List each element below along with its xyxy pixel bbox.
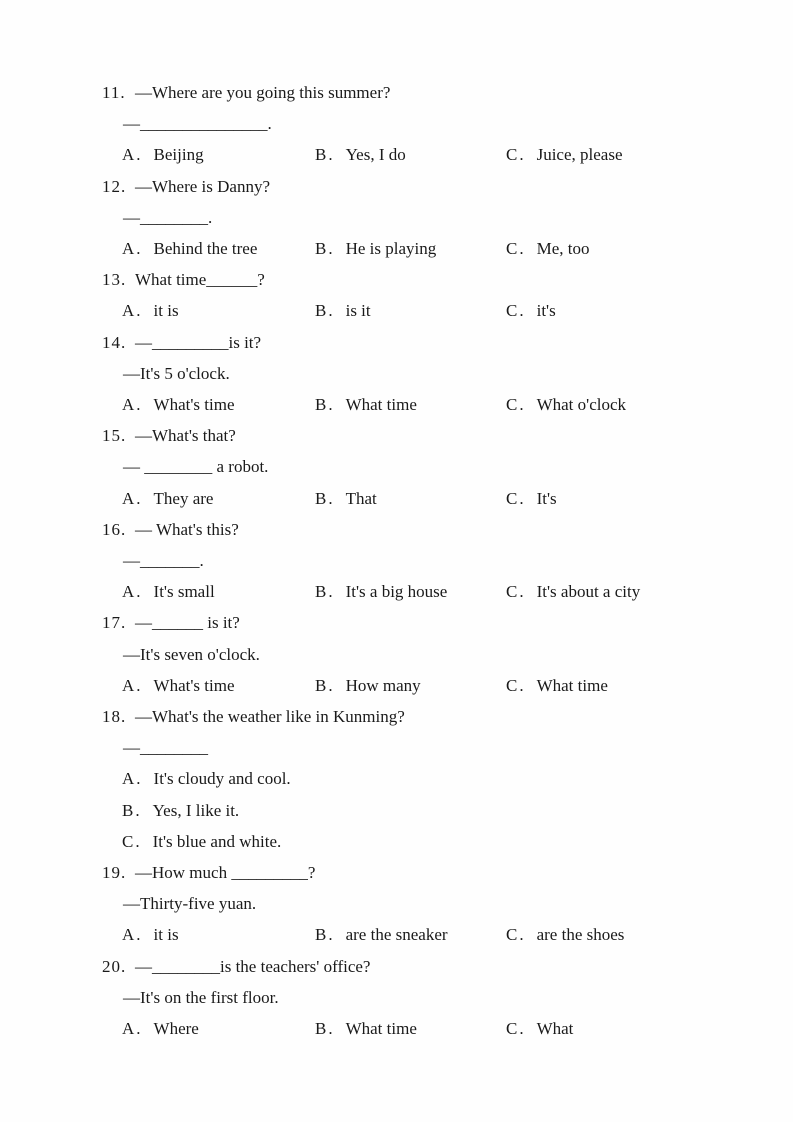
question-number: 11. [102, 83, 126, 102]
question-prompt: —What's the weather like in Kunming? [135, 707, 405, 727]
option-a [122, 1013, 315, 1044]
option-letter: A. [122, 488, 143, 508]
option-a [122, 389, 315, 420]
option-letter: C. [506, 488, 526, 508]
option-text: Beijing [153, 145, 204, 165]
option-b [315, 295, 506, 326]
option-a [122, 139, 315, 170]
options-stacked [102, 763, 737, 857]
option-text: It's small [153, 582, 215, 602]
option-text: are the sneaker [345, 925, 448, 945]
option-b [315, 1013, 506, 1044]
question-number: 13. [102, 270, 127, 290]
options-row [102, 389, 737, 420]
option-letter: C. [506, 1019, 526, 1039]
question-17 [102, 607, 737, 701]
option-letter: B. [315, 488, 335, 508]
option-b [315, 483, 506, 514]
option-c [102, 826, 737, 857]
option-b [315, 919, 506, 950]
option-text: Yes, I like it. [152, 800, 240, 820]
option-c [506, 233, 737, 264]
question-reply: —_______________. [123, 114, 272, 134]
option-text: What time [536, 675, 608, 695]
question-14 [102, 327, 737, 421]
question-reply: —________ [123, 738, 208, 758]
option-c [506, 389, 737, 420]
option-text: What o'clock [536, 395, 627, 415]
options-row [102, 670, 737, 701]
option-c [506, 295, 737, 326]
option-text: It's a big house [345, 582, 448, 602]
option-letter: B. [315, 925, 335, 945]
option-a [102, 763, 737, 794]
question-prompt-line [102, 607, 737, 638]
question-number: 16. [102, 519, 127, 539]
option-letter: C. [506, 301, 526, 321]
option-b [102, 795, 737, 826]
option-text: it's [536, 301, 556, 321]
question-prompt-line [102, 77, 737, 108]
option-text: What [536, 1019, 574, 1039]
option-c [506, 919, 737, 950]
question-prompt: —What's that? [135, 426, 236, 446]
option-b [315, 389, 506, 420]
option-text: It's [536, 488, 557, 508]
question-number: 12. [102, 176, 127, 196]
options-row [102, 139, 737, 170]
option-b [315, 139, 506, 170]
question-reply: —________. [123, 207, 213, 227]
option-a [122, 233, 315, 264]
option-letter: B. [315, 301, 335, 321]
question-reply: —It's seven o'clock. [123, 644, 260, 664]
question-reply: —It's 5 o'clock. [123, 363, 230, 383]
question-13 [102, 264, 737, 326]
option-letter: C. [506, 925, 526, 945]
option-letter: B. [122, 800, 142, 820]
option-b [315, 233, 506, 264]
question-prompt: —______ is it? [135, 613, 240, 633]
option-letter: A. [122, 582, 143, 602]
question-prompt-line [102, 171, 737, 202]
option-letter: B. [315, 395, 335, 415]
options-row [102, 576, 737, 607]
option-text: He is playing [345, 239, 437, 259]
question-number: 17. [102, 613, 127, 633]
option-letter: A. [122, 1019, 143, 1039]
option-letter: B. [315, 239, 335, 259]
option-text: What time [345, 1019, 417, 1039]
option-text: That [345, 488, 377, 508]
option-a [122, 483, 315, 514]
question-prompt: —Where are you going this summer? [135, 83, 391, 102]
option-text: is it [345, 301, 371, 321]
option-letter: C. [122, 831, 142, 851]
option-text: it is [153, 301, 179, 321]
option-text: They are [153, 488, 214, 508]
question-reply: —It's on the first floor. [123, 987, 279, 1007]
option-letter: B. [315, 582, 335, 602]
option-letter: C. [506, 145, 526, 165]
option-text: are the shoes [536, 925, 625, 945]
question-reply: —_______. [123, 551, 204, 571]
option-text: It's cloudy and cool. [153, 769, 291, 789]
option-letter: A. [122, 395, 143, 415]
option-b [315, 670, 506, 701]
option-letter: A. [122, 239, 143, 259]
question-15 [102, 420, 737, 514]
option-a [122, 295, 315, 326]
option-letter: A. [122, 145, 143, 165]
option-letter: C. [506, 675, 526, 695]
option-letter: A. [122, 301, 143, 321]
question-18 [102, 701, 737, 857]
option-text: How many [345, 675, 421, 695]
question-number: 19. [102, 863, 127, 883]
question-prompt-line [102, 514, 737, 545]
option-letter: A. [122, 675, 143, 695]
option-letter: B. [315, 1019, 335, 1039]
option-letter: C. [506, 395, 526, 415]
option-c [506, 670, 737, 701]
question-prompt-line [102, 701, 737, 732]
question-19 [102, 857, 737, 951]
option-c [506, 1013, 737, 1044]
question-16 [102, 514, 737, 608]
option-text: What's time [153, 395, 235, 415]
option-letter: C. [506, 582, 526, 602]
question-prompt-line [102, 951, 737, 982]
options-row [102, 295, 737, 326]
question-prompt: —Where is Danny? [135, 176, 271, 196]
option-text: Me, too [536, 239, 590, 259]
options-row [102, 919, 737, 950]
question-prompt: — What's this? [135, 519, 239, 539]
option-letter: B. [315, 675, 335, 695]
question-prompt: —How much _________? [135, 863, 316, 883]
option-text: Where [153, 1019, 199, 1039]
question-reply: — ________ a robot. [123, 457, 269, 477]
option-b [315, 576, 506, 607]
options-row [102, 233, 737, 264]
option-letter: C. [506, 239, 526, 259]
option-letter: B. [315, 145, 335, 165]
question-prompt-line [102, 264, 737, 295]
question-prompt-line [102, 327, 737, 358]
option-text: Behind the tree [153, 239, 258, 259]
option-text: Yes, I do [345, 145, 406, 165]
question-20 [102, 951, 737, 1045]
question-number: 15. [102, 426, 127, 446]
option-text: It's about a city [536, 582, 641, 602]
option-a [122, 919, 315, 950]
option-text: What time [345, 395, 417, 415]
question-prompt: —________is the teachers' office? [135, 956, 371, 976]
question-prompt-line [102, 857, 737, 888]
option-c [506, 139, 737, 170]
option-text: it is [153, 925, 179, 945]
option-c [506, 576, 737, 607]
question-number: 14. [102, 332, 127, 352]
question-reply: —Thirty-five yuan. [123, 894, 257, 914]
option-a [122, 576, 315, 607]
option-c [506, 483, 737, 514]
option-a [122, 670, 315, 701]
option-letter: A. [122, 925, 143, 945]
question-number: 18. [102, 707, 127, 727]
option-text: What's time [153, 675, 235, 695]
question-prompt: —_________is it? [135, 332, 262, 352]
option-text: Juice, please [536, 145, 623, 165]
options-row [102, 1013, 737, 1044]
question-number: 20. [102, 956, 127, 976]
question-11 [102, 77, 737, 171]
question-prompt-line [102, 420, 737, 451]
option-letter: A. [122, 769, 143, 789]
question-prompt: What time______? [135, 270, 265, 290]
question-12 [102, 171, 737, 265]
option-text: It's blue and white. [152, 831, 282, 851]
options-row [102, 483, 737, 514]
